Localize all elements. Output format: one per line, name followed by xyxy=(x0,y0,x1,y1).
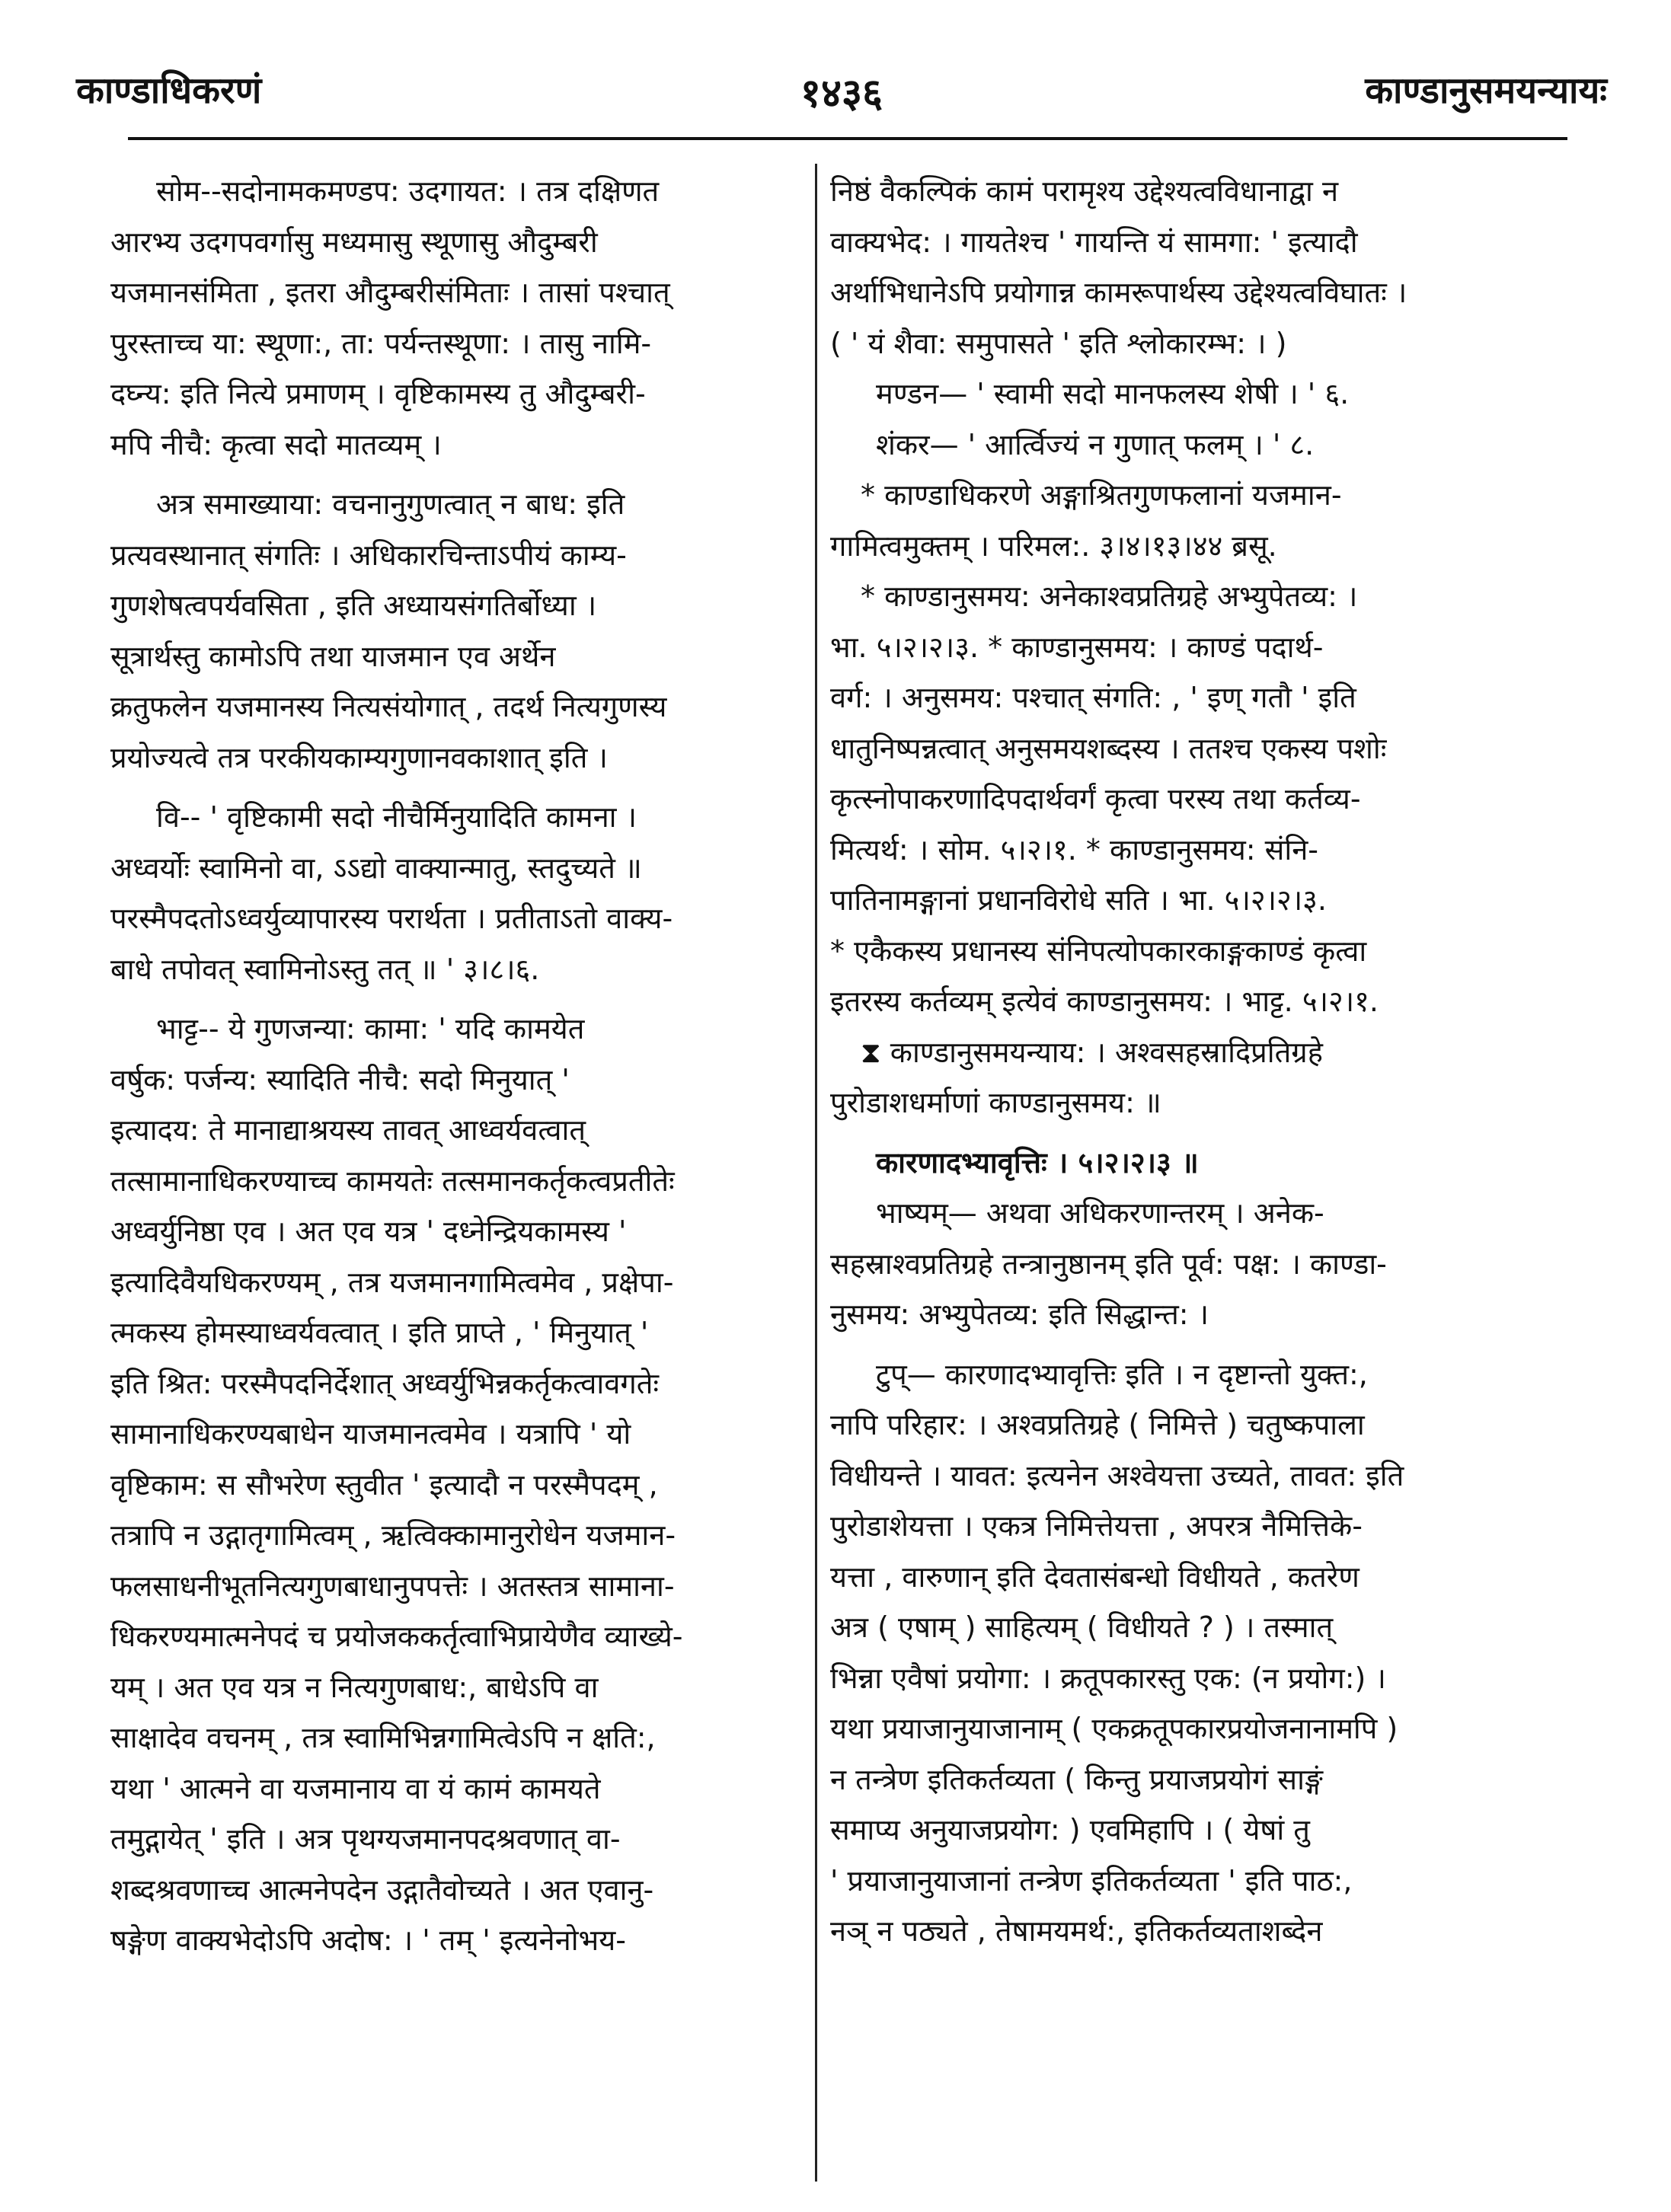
text-line: तत्रापि न उद्गातृगामित्वम् , ऋत्विक्कामानुरोधेन यजमान- xyxy=(110,1518,676,1552)
text-line: इत्यादय: ते मानाद्याश्रयस्य तावत् आध्वर्यवत्वात् xyxy=(110,1113,586,1147)
text-line: पुरस्ताच्च या: स्थूणा:, ता: पर्यन्तस्थूणा: । तासु नामि- xyxy=(110,326,652,360)
text-line: भाट्ट-- ये गुणजन्या: कामा: ' यदि कामयेत xyxy=(156,1012,585,1045)
text-line: शंकर— ' आर्त्विज्यं न गुणात् फलम् । ' ८. xyxy=(876,427,1315,461)
paragraph-mandana-shankara xyxy=(830,369,1527,470)
text-line: * एकैकस्य प्रधानस्य संनिपत्योपकारकाङ्गकाण्डं कृत्वा xyxy=(830,934,1367,968)
text-line: मपि नीचै: कृत्वा सदो मातव्यम् । xyxy=(110,427,442,461)
left-column xyxy=(110,166,788,2191)
text-line: त्मकस्य होमस्याध्वर्यवत्वात् । इति प्राप्ते , ' मिनुयात् ' xyxy=(110,1316,649,1349)
text-line: * काण्डाधिकरणे अङ्गाश्रितगुणफलानां यजमान- xyxy=(861,478,1342,512)
paragraph-tup xyxy=(830,1349,1527,1957)
text-line: पातिनामङ्गानां प्रधानविरोधे सति । भा. ५।२।२।३. xyxy=(830,883,1328,917)
text-line: अत्र समाख्याया: वचनानुगुणत्वात् न बाध: इति xyxy=(156,487,625,521)
text-line: भा. ५।२।२।३. * काण्डानुसमय: । काण्डं पदार्थ- xyxy=(830,630,1324,664)
text-line: वाक्यभेद: । गायतेश्च ' गायन्ति यं सामगा: ' इत्यादौ xyxy=(830,225,1358,259)
text-line: ( ' यं शैवा: समुपासते ' इति श्लोकारम्भ: । ) xyxy=(830,326,1287,360)
text-line: विधीयन्ते । यावत: इत्यनेन अश्वेयत्ता उच्यते, तावत: इति xyxy=(830,1458,1404,1492)
paragraph-continuation xyxy=(830,166,1527,369)
text-line: नञ् न पठ्यते , तेषामयमर्थ:, इतिकर्तव्यताशब्देन xyxy=(830,1914,1323,1948)
text-line: यथा ' आत्मने वा यजमानाय वा यं कामं कामयते xyxy=(110,1771,601,1805)
text-line: अध्वर्युनिष्ठा एव । अत एव यत्र ' दध्नेन्द्रियकामस्य ' xyxy=(110,1215,627,1248)
text-line: पुरोडाशधर्माणां काण्डानुसमय: ॥ xyxy=(830,1086,1161,1119)
paragraph-sangati xyxy=(110,479,788,783)
text-line: शब्दश्रवणाच्च आत्मनेपदेन उद्गातैवोच्यते । अत एवानु- xyxy=(110,1872,654,1907)
paragraph-nyaya-heading xyxy=(830,1027,1527,1128)
header-rule xyxy=(128,137,1567,140)
text-line: ⧗ काण्डानुसमयन्याय: । अश्वसहस्रादिप्रतिग्रहे xyxy=(861,1035,1323,1069)
text-line: परस्मैपदतोऽध्वर्युव्यापारस्य परार्थता । प्रतीताऽतो वाक्य- xyxy=(110,902,673,935)
running-head-left: काण्डाधिकरणं xyxy=(76,69,262,112)
text-line: इति श्रित: परस्मैपदनिर्देशात् अध्वर्युभिन्नकर्तृकत्वावगतेः xyxy=(110,1366,660,1400)
text-line: यजमानसंमिता , इतरा औदुम्बरीसंमिताः । तासां पश्चात् xyxy=(110,276,670,309)
text-line: इत्यादिवैयधिकरण्यम् , तत्र यजमानगामित्वमेव , प्रक्षेपा- xyxy=(110,1265,674,1299)
text-line: आरभ्य उदगपवर्गासु मध्यमासु स्थूणासु औदुम्बरी xyxy=(110,225,598,259)
text-line: पुरोडाशेयत्ता । एकत्र निमित्तेयत्ता , अपरत्र नैमित्तिके- xyxy=(830,1509,1363,1543)
text-line: सोम--सदोनामकमण्डप: उदगायत: । तत्र दक्षिणत xyxy=(156,174,660,208)
page-header xyxy=(76,65,1607,118)
text-line: साक्षादेव वचनम् , तत्र स्वामिभिन्नगामित्वेऽपि न क्षति:, xyxy=(110,1721,656,1754)
text-line: गुणशेषत्वपर्यवसिता , इति अध्यायसंगतिर्बोध्या । xyxy=(110,589,597,622)
text-line: भिन्ना एवैषां प्रयोगा: । क्रतूपकारस्तु एक: (न प्रयोग:) । xyxy=(830,1661,1386,1695)
text-line: निष्ठं वैकल्पिकं कामं परामृश्य उद्देश्यत्वविधानाद्वा न xyxy=(830,174,1339,208)
text-line: न तन्त्रेण इतिकर्तव्यता ( किन्तु प्रयाजप्रयोगं साङ्गं xyxy=(830,1762,1323,1796)
text-line: तत्सामानाधिकरण्याच्च कामयतेः तत्समानकर्तृकत्वप्रतीतेः xyxy=(110,1163,675,1198)
text-line: सामानाधिकरण्यबाधेन याजमानत्वमेव । यत्रापि ' यो xyxy=(110,1417,631,1451)
text-line: टुप्— कारणादभ्यावृत्तिः इति । न दृष्टान्तो युक्त:, xyxy=(876,1357,1368,1391)
text-line: सहस्राश्वप्रतिग्रहे तन्त्रानुष्ठानम् इति पूर्व: पक्ष: । काण्डा- xyxy=(830,1246,1387,1281)
text-line: इतरस्य कर्तव्यम् इत्येवं काण्डानुसमय: । भाट्ट. ५।२।१. xyxy=(830,985,1379,1018)
text-line: गामित्वमुक्तम् । परिमल:. ३।४।१३।४४ ब्रसू. xyxy=(830,528,1277,563)
text-line: भाष्यम्— अथवा अधिकरणान्तरम् । अनेक- xyxy=(876,1196,1324,1230)
column-divider xyxy=(815,164,817,2182)
text-line: मित्यर्थ: । सोम. ५।२।१. * काण्डानुसमय: संनि- xyxy=(830,832,1319,867)
text-line: वर्षुक: पर्जन्य: स्यादिति नीचै: सदो मिनुयात् ' xyxy=(110,1062,570,1096)
text-line: धिकरण्यमात्मनेपदं च प्रयोजककर्तृत्वाभिप्रायेणैव व्याख्ये- xyxy=(110,1620,683,1653)
sutra-heading: कारणादभ्यावृत्तिः । ५।२।२।३ ॥ xyxy=(876,1145,1199,1179)
right-column xyxy=(830,166,1527,2191)
text-line: प्रयोज्यत्वे तत्र परकीयकाम्यगुणानवकाशात् इति । xyxy=(110,740,608,774)
text-line: अत्र ( एषाम् ) साहित्यम् ( विधीयते ? ) । तस्मात् xyxy=(830,1610,1334,1644)
text-line: ' प्रयाजानुयाजानां तन्त्रेण इतिकर्तव्यता ' इति पाठ:, xyxy=(830,1863,1353,1898)
paragraph-kandanusamaya-notes xyxy=(830,571,1527,1027)
paragraph-soma xyxy=(110,166,788,470)
text-line: धातुनिष्पन्नत्वात् अनुसमयशब्दस्य । ततश्च एकस्य पशोः xyxy=(830,731,1387,765)
text-line: यम् । अत एव यत्र न नित्यगुणबाध:, बाधेऽपि वा xyxy=(110,1670,599,1704)
page-number: १४३६ xyxy=(800,71,883,117)
text-line: वि-- ' वृष्टिकामी सदो नीचैर्मिनुयादिति कामना । xyxy=(156,800,637,834)
paragraph-sutra-bhashya xyxy=(830,1138,1527,1340)
text-line: कृत्स्नोपाकरणादिपदार्थवर्गं कृत्वा परस्य तथा कर्तव्य- xyxy=(830,782,1361,816)
text-line: प्रत्यवस्थानात् संगतिः । अधिकारचिन्ताऽपीयं काम्य- xyxy=(110,538,627,572)
paragraph-kandadhikarana-note xyxy=(830,470,1527,571)
text-line: अर्थाभिधानेऽपि प्रयोगान्न कामरूपार्थस्य उद्देश्यत्वविघातः । xyxy=(830,276,1407,309)
text-line: फलसाधनीभूतनित्यगुणबाधानुपपत्तेः । अतस्तत्र सामाना- xyxy=(110,1569,675,1603)
text-line: समाप्य अनुयाजप्रयोग: ) एवमिहापि । ( येषां तु xyxy=(830,1813,1310,1847)
text-line: तमुद्गायेत् ' इति । अत्र पृथग्यजमानपदश्रवणात् वा- xyxy=(110,1822,621,1856)
paragraph-bhatta xyxy=(110,1004,788,1966)
text-line: नुसमय: अभ्युपेतव्य: इति सिद्धान्त: । xyxy=(830,1298,1209,1331)
paragraph-vi xyxy=(110,792,788,994)
text-line: * काण्डानुसमय: अनेकाश्वप्रतिग्रहे अभ्युपेतव्य: । xyxy=(861,579,1358,613)
text-line: षङ्गेण वाक्यभेदोऽपि अदोष: । ' तम् ' इत्यनेनोभय- xyxy=(110,1923,626,1957)
text-line: यत्ता , वारुणान् इति देवतासंबन्धो विधीयते , कतरेण xyxy=(830,1559,1359,1594)
text-line: यथा प्रयाजानुयाजानाम् ( एकक्रतूपकारप्रयोजनानामपि ) xyxy=(830,1712,1398,1745)
text-line: सूत्रार्थस्तु कामोऽपि तथा याजमान एव अर्थेन xyxy=(110,639,556,673)
text-line: वर्ग: । अनुसमय: पश्चात् संगति: , ' इण् गतौ ' इति xyxy=(830,681,1356,714)
text-line: बाधे तपोवत् स्वामिनोऽस्तु तत् ॥ ' ३।८।६. xyxy=(110,952,540,986)
text-line: नापि परिहार: । अश्वप्रतिग्रहे ( निमित्ते ) चतुष्कपाला xyxy=(830,1408,1365,1441)
text-line: क्रतुफलेन यजमानस्य नित्यसंयोगात् , तदर्थ नित्यगुणस्य xyxy=(110,690,667,723)
text-line: मण्डन— ' स्वामी सदो मानफलस्य शेषी । ' ६. xyxy=(876,377,1350,410)
text-line: अध्वर्योः स्वामिनो वा, ऽऽद्यो वाक्यान्मातु, स्तदुच्यते ॥ xyxy=(110,851,642,885)
text-line: वृष्टिकाम: स सौभरेण स्तुवीत ' इत्यादौ न परस्मैपदम् , xyxy=(110,1467,658,1502)
text-line: दघ्न्य: इति नित्ये प्रमाणम् । वृष्टिकामस्य तु औदुम्बरी- xyxy=(110,377,646,410)
running-head-right: काण्डानुसमयन्यायः xyxy=(1365,69,1607,112)
